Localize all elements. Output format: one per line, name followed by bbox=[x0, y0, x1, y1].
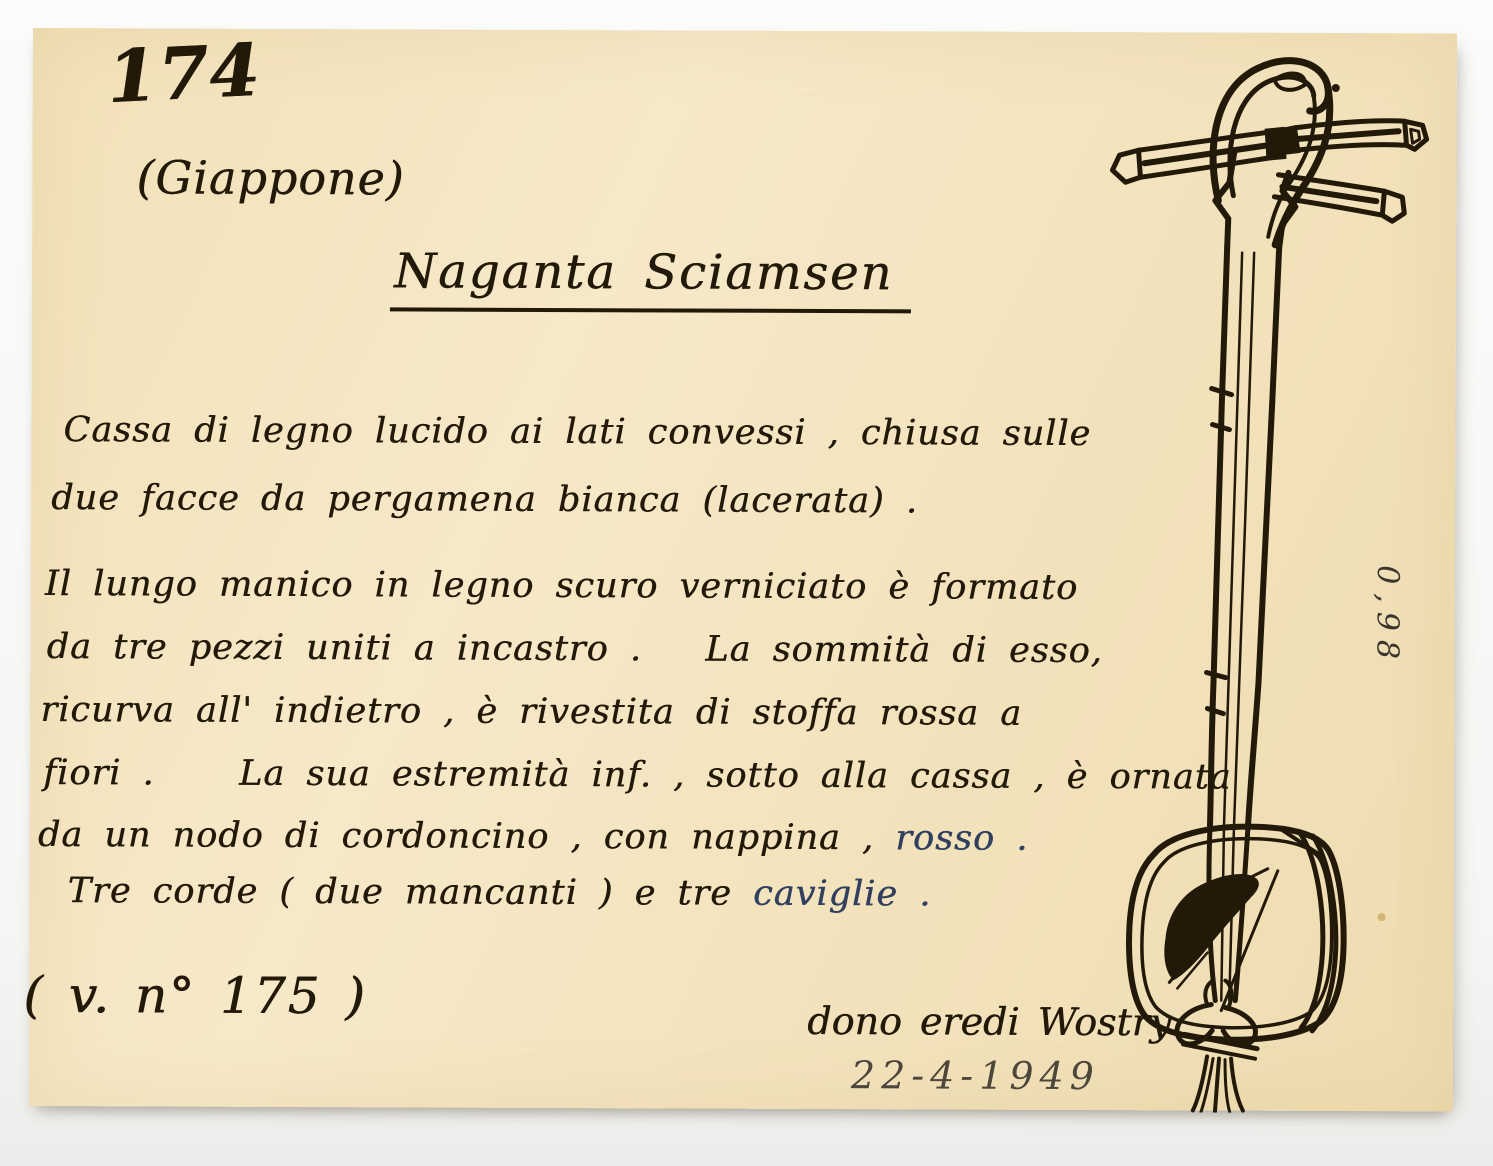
date-note: 22-4-1949 bbox=[850, 1053, 1100, 1099]
cross-reference-note: ( v. n° 175 ) bbox=[23, 965, 367, 1026]
tuning-peg-lower-right-icon bbox=[1274, 175, 1404, 221]
description-line-4: da tre pezzi uniti a incastro . La sommità di esso, bbox=[46, 627, 1103, 672]
description-line-3: Il lungo manico in legno scuro verniciato è formato bbox=[44, 564, 1079, 609]
card-title: Naganta Sciamsen bbox=[390, 243, 912, 313]
description-line-1: Cassa di legno lucido ai lati convessi , chiusa sulle bbox=[63, 410, 1092, 455]
country-label: (Giappone) bbox=[136, 150, 405, 206]
description-text: da un nodo di cordoncino , con nappina , bbox=[37, 815, 896, 859]
shamisen-sketch bbox=[29, 28, 1457, 1113]
description-text-blue: caviglie . bbox=[752, 873, 932, 915]
tuning-peg-left-icon bbox=[1112, 126, 1286, 183]
description-line-5: ricurva all' indietro , è rivestita di stoffa rossa a bbox=[40, 690, 1023, 734]
description-line-6: fiori . La sua estremità inf. , sotto alla cassa , è ornata bbox=[43, 753, 1232, 798]
catalog-card bbox=[23, 26, 1457, 1111]
description-line-2: due facce da pergamena bianca (lacerata) . bbox=[51, 478, 918, 522]
description-text: Tre corde ( due mancanti ) e tre bbox=[67, 871, 754, 914]
description-text-blue: rosso . bbox=[895, 818, 1029, 859]
parchment-tear-patch-icon bbox=[1164, 868, 1268, 988]
provenance-note: dono eredi Wostry bbox=[807, 998, 1172, 1045]
tuning-peg-upper-right-icon bbox=[1283, 120, 1427, 155]
measurement-note: 0,98 bbox=[1369, 565, 1405, 669]
catalog-number: 174 bbox=[104, 26, 263, 120]
